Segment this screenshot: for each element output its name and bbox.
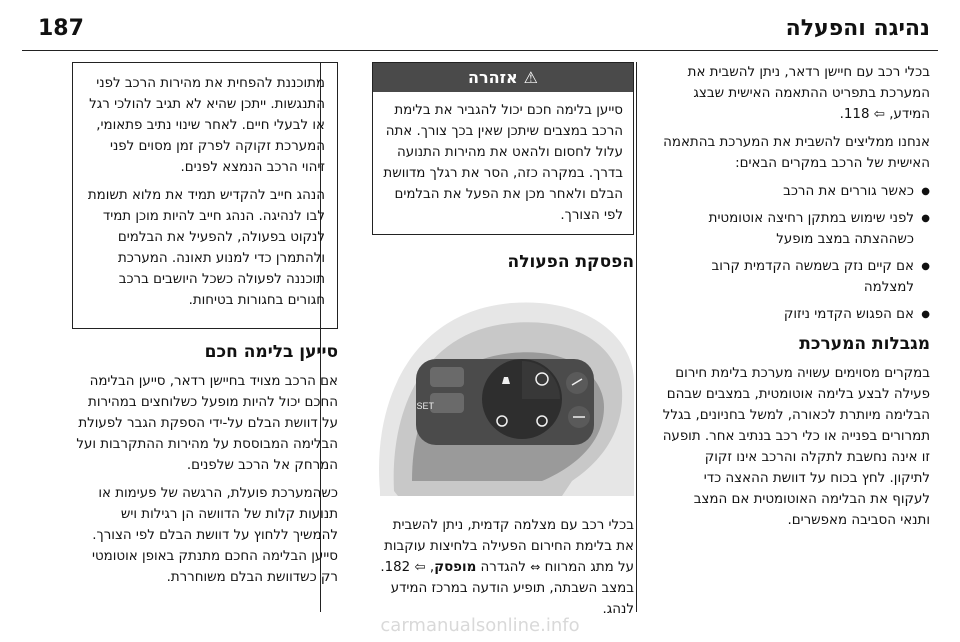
warning-text: סייען בלימה חכם יכול להגביר את בלימת הרכב במצבים שיתכן שאין בכך צורך. אתה עלול לחסום ולהאט את מהירות התנועה בדרך. במקרה כזה, הסר את רגלך מדוושת הבלם ולאחר מכן את הפעל את הבלמים לפי הצורך. [383, 103, 623, 223]
recommend-list [662, 181, 930, 325]
list-item: ● כאשר גוררים את הרכב [662, 181, 930, 202]
column-middle [372, 62, 634, 627]
warning-box [372, 62, 634, 235]
deactivation-caption [372, 515, 634, 620]
caution-box [72, 62, 338, 329]
watermark: carmanualsonline.info [380, 615, 580, 636]
caption-text-3: , ⇦ 182. במצב השבתה, תופיע הודעה במרכז המידע לנהג. [380, 560, 634, 617]
caption-text-1: בכלי רכב עם מצלמה קדמית, ניתן להשבית את בלימת החירום הפעילה בלחיצות עוקבות על מתג המרווח [384, 518, 634, 575]
brake-assist-paragraph-2: כשהמערכת פועלת, הרגשה של פעימות או תנועות קלות של הדוושה הן רגילות ויש להמשיך ללחוץ על דוושת הבלם לפי הצורך. סייען הבלימה החכם מתנתק באופן אוטומטי רק כשדוושת הבלם משוחררת. [91, 486, 338, 585]
gap-distance-icon: ⇔ [530, 560, 541, 574]
warning-title: אזהרה [467, 68, 518, 87]
caption-text-2: להגדרה [480, 560, 527, 575]
page-number: 187 [38, 16, 84, 41]
brake-assist-heading: סייען בלימה חכם [204, 342, 338, 362]
recommend-paragraph: אנחנו ממליצים להשבית את המערכת בהתאמה האישית של הרכב במקרים הבאים: [663, 135, 930, 171]
section-title: נהיגה והפעלה [785, 16, 930, 41]
warning-triangle-icon: ⚠ [523, 68, 538, 87]
system-limits-heading: מגבלות המערכת [799, 334, 930, 354]
list-item: ● לפני שימוש במתקן רחיצה אוטומטית כשההצתה במצב מופעל [662, 208, 930, 250]
list-item: ● אם קיים נזק בשמשה הקדמית קרוב למצלמה [662, 256, 930, 298]
header-rule [22, 50, 938, 51]
caution-paragraph-2: הנהג חייב להקדיש תמיד את מלוא תשומת לבו לנהיגה. הנהג חייב להיות מוכן תמיד לנקוט בפעולה, להפעיל את הבלמים ולהתמרן כדי למנוע תאונה. המערכת תוכננה לפעולה כשכל היושבים ברכב חגורים בחגורות בטיחות. [87, 188, 325, 308]
list-item: ● אם הפגוש הקדמי ניזוק [662, 304, 930, 325]
column-right [662, 62, 930, 538]
deactivation-heading: הפסקת הפעולה [507, 252, 634, 272]
page-header [22, 8, 938, 50]
column-left [72, 62, 338, 595]
system-limits-paragraph: במקרים מסוימים עשויה מערכת בלימת חירום פעילה לבצע בלימה אוטומטית, במצבים שבהם הבלימה מיותרת לכאורה, למשל בחניונים, בגלל תמרורים בפנייה או כלי רכב בנתיב אחר. תופעה זו אינה נחשבת לתקלה והרכב אינו זקוק לתיקון. לחץ בכוח על דוושת ההאצה כדי לעקוף את הבלימה האוטומטית אם המצב ותנאי הסביבה מאפשרים. [662, 366, 930, 528]
brake-assist-paragraph-1: אם הרכב מצויד בחיישן רדאר, סייען הבלימה החכם יכול להיות מופעל כשלוחצים במהירות על דוושת הבלם על-ידי הספקת הגבר לפעולת הבלימה המבוססת על מהירות ההתקרבות ועל המרחק אל הרכב שלפנים. [76, 374, 338, 473]
column-separator-1 [636, 62, 637, 612]
set-button-label: SET [416, 401, 434, 411]
steering-wheel-illustration [372, 281, 634, 496]
caption-ref-off: מופסק [434, 560, 477, 575]
warning-header [373, 63, 633, 92]
caution-paragraph-1: מתוכננת להפחית את מהירות הרכב לפני התנגשות. ייתכן שהיא לא תגיב להולכי רגל או לבעלי חיים. לאחר שינוי נתיב פתאומי, המערכת זקוקה לפרק זמן מסוים לפני זיהוי הרכב הנמצא לפנים. [89, 76, 325, 175]
disable-radar-paragraph: בכלי רכב עם חיישן רדאר, ניתן להשבית את המערכת בתפריט ההתאמה האישית שבצג המידע, ⇦ 118. [687, 65, 930, 122]
